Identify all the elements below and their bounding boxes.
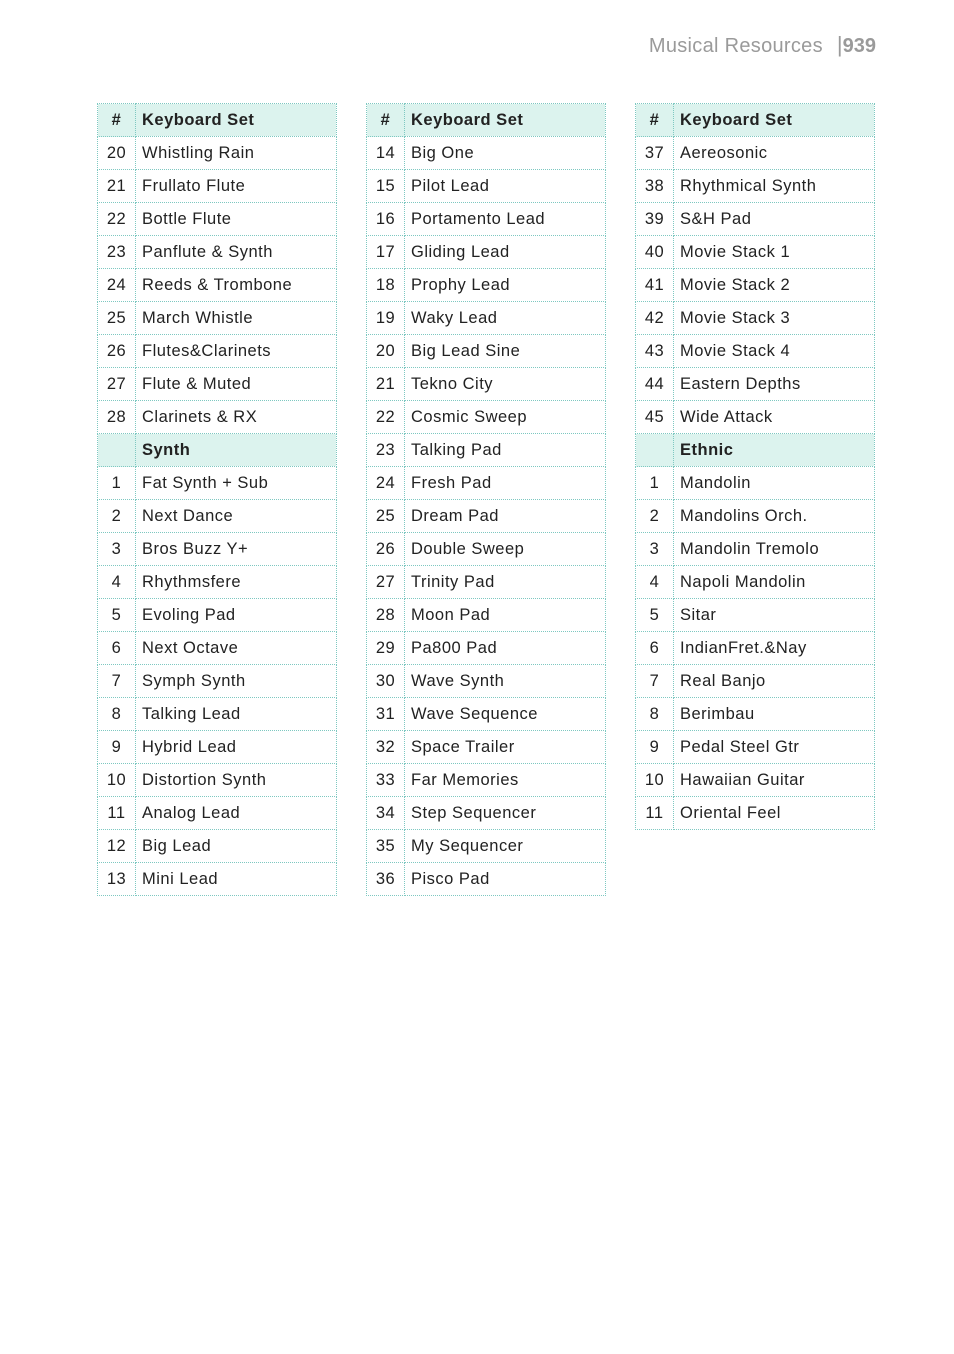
table-row <box>636 566 875 599</box>
set-number: 4 <box>636 566 674 599</box>
table-row <box>367 203 606 236</box>
table-row <box>636 137 875 170</box>
header-row <box>98 104 337 137</box>
set-number <box>636 434 674 467</box>
table-row <box>98 566 337 599</box>
set-number: 7 <box>98 665 136 698</box>
section-title: Musical Resources <box>648 35 823 57</box>
section-title: Ethnic <box>674 434 875 467</box>
set-number: 41 <box>636 269 674 302</box>
section-row <box>98 434 337 467</box>
table-row <box>367 500 606 533</box>
table-row <box>636 599 875 632</box>
set-number: 21 <box>367 368 405 401</box>
table-row <box>98 764 337 797</box>
table-row <box>98 863 337 896</box>
set-name: Sitar <box>674 599 875 632</box>
set-name: S&H Pad <box>674 203 875 236</box>
set-name: Movie Stack 1 <box>674 236 875 269</box>
set-number: 34 <box>367 797 405 830</box>
set-number: 9 <box>98 731 136 764</box>
table-row <box>98 599 337 632</box>
set-name: Mandolins Orch. <box>674 500 875 533</box>
table-row <box>367 797 606 830</box>
set-name: Wave Synth <box>405 665 606 698</box>
table-row <box>98 137 337 170</box>
set-number: 4 <box>98 566 136 599</box>
set-name: Bottle Flute <box>136 203 337 236</box>
table-row <box>636 335 875 368</box>
table-row <box>98 698 337 731</box>
table-row <box>367 401 606 434</box>
set-name: My Sequencer <box>405 830 606 863</box>
set-number: 9 <box>636 731 674 764</box>
table-row <box>98 731 337 764</box>
table-row <box>367 302 606 335</box>
set-name: Big Lead Sine <box>405 335 606 368</box>
table-row <box>98 467 337 500</box>
table-row <box>367 566 606 599</box>
set-number: 10 <box>636 764 674 797</box>
set-number: 25 <box>367 500 405 533</box>
set-number: 19 <box>367 302 405 335</box>
set-name: Pedal Steel Gtr <box>674 731 875 764</box>
set-number: 14 <box>367 137 405 170</box>
set-name: Evoling Pad <box>136 599 337 632</box>
set-name: Hybrid Lead <box>136 731 337 764</box>
table-row <box>98 401 337 434</box>
set-number: 16 <box>367 203 405 236</box>
set-number: 20 <box>98 137 136 170</box>
table-row <box>636 533 875 566</box>
set-number: 6 <box>636 632 674 665</box>
table-row <box>636 302 875 335</box>
set-name: Double Sweep <box>405 533 606 566</box>
table-row <box>367 269 606 302</box>
set-name: Next Octave <box>136 632 337 665</box>
set-name: Cosmic Sweep <box>405 401 606 434</box>
set-name: Eastern Depths <box>674 368 875 401</box>
set-number: 43 <box>636 335 674 368</box>
set-number: 27 <box>98 368 136 401</box>
set-number: 2 <box>636 500 674 533</box>
set-number: 24 <box>98 269 136 302</box>
table-row <box>636 731 875 764</box>
table-row <box>367 830 606 863</box>
keyboard-set-table-1 <box>97 103 337 896</box>
set-name: Oriental Feel <box>674 797 875 830</box>
set-number: 42 <box>636 302 674 335</box>
set-number: 27 <box>367 566 405 599</box>
set-number: 32 <box>367 731 405 764</box>
set-number: 11 <box>636 797 674 830</box>
set-name: Frullato Flute <box>136 170 337 203</box>
set-name: Prophy Lead <box>405 269 606 302</box>
set-name: Flutes&Clarinets <box>136 335 337 368</box>
set-number: 44 <box>636 368 674 401</box>
set-number: 31 <box>367 698 405 731</box>
set-number: 36 <box>367 863 405 896</box>
set-name: Big Lead <box>136 830 337 863</box>
set-number: 37 <box>636 137 674 170</box>
set-number: 30 <box>367 665 405 698</box>
set-name: Rhythmsfere <box>136 566 337 599</box>
set-name: Aereosonic <box>674 137 875 170</box>
set-name: March Whistle <box>136 302 337 335</box>
set-name: Whistling Rain <box>136 137 337 170</box>
set-name: Pilot Lead <box>405 170 606 203</box>
table-row <box>367 698 606 731</box>
table-row <box>98 797 337 830</box>
set-name: Moon Pad <box>405 599 606 632</box>
table-row <box>98 665 337 698</box>
set-number: 22 <box>98 203 136 236</box>
set-number: 23 <box>98 236 136 269</box>
table-row <box>98 830 337 863</box>
table-row <box>367 863 606 896</box>
set-number <box>98 434 136 467</box>
table-row <box>367 137 606 170</box>
table-row <box>98 302 337 335</box>
set-number: 3 <box>98 533 136 566</box>
set-number: 23 <box>367 434 405 467</box>
table-row <box>98 269 337 302</box>
set-name: Movie Stack 2 <box>674 269 875 302</box>
table-row <box>367 764 606 797</box>
set-number: 40 <box>636 236 674 269</box>
set-name: Movie Stack 4 <box>674 335 875 368</box>
set-number: 17 <box>367 236 405 269</box>
set-name: Rhythmical Synth <box>674 170 875 203</box>
set-name: Wide Attack <box>674 401 875 434</box>
set-number: 33 <box>367 764 405 797</box>
set-name: Trinity Pad <box>405 566 606 599</box>
column-header-number: # <box>367 104 405 137</box>
set-number: 1 <box>636 467 674 500</box>
set-number: 22 <box>367 401 405 434</box>
set-name: Distortion Synth <box>136 764 337 797</box>
set-name: Analog Lead <box>136 797 337 830</box>
set-name: Flute & Muted <box>136 368 337 401</box>
set-number: 26 <box>98 335 136 368</box>
page-number: 939 <box>842 35 876 57</box>
column-header-number: # <box>636 104 674 137</box>
header-separator: | <box>836 32 843 57</box>
table-row <box>98 335 337 368</box>
table-row <box>636 401 875 434</box>
table-row <box>636 698 875 731</box>
set-number: 11 <box>98 797 136 830</box>
keyboard-set-table-2 <box>366 103 606 896</box>
set-number: 28 <box>367 599 405 632</box>
set-name: Fresh Pad <box>405 467 606 500</box>
set-number: 12 <box>98 830 136 863</box>
set-number: 45 <box>636 401 674 434</box>
set-name: Talking Pad <box>405 434 606 467</box>
column-header-name: Keyboard Set <box>136 104 337 137</box>
set-number: 5 <box>98 599 136 632</box>
set-name: Far Memories <box>405 764 606 797</box>
set-number: 8 <box>636 698 674 731</box>
table-row <box>636 269 875 302</box>
table-row <box>636 203 875 236</box>
set-name: Mandolin <box>674 467 875 500</box>
table-row <box>98 203 337 236</box>
table-row <box>367 731 606 764</box>
set-name: Next Dance <box>136 500 337 533</box>
set-number: 8 <box>98 698 136 731</box>
table-row <box>636 368 875 401</box>
table-row <box>98 236 337 269</box>
table-row <box>636 764 875 797</box>
set-name: Pisco Pad <box>405 863 606 896</box>
set-name: Step Sequencer <box>405 797 606 830</box>
set-name: Panflute & Synth <box>136 236 337 269</box>
column-header-number: # <box>98 104 136 137</box>
keyboard-set-table-3 <box>635 103 875 830</box>
set-name: Symph Synth <box>136 665 337 698</box>
section-row <box>636 434 875 467</box>
set-number: 6 <box>98 632 136 665</box>
set-number: 5 <box>636 599 674 632</box>
set-number: 15 <box>367 170 405 203</box>
set-name: Reeds & Trombone <box>136 269 337 302</box>
set-name: Clarinets & RX <box>136 401 337 434</box>
table-row <box>98 368 337 401</box>
set-name: Dream Pad <box>405 500 606 533</box>
table-row <box>636 797 875 830</box>
set-name: Talking Lead <box>136 698 337 731</box>
set-number: 28 <box>98 401 136 434</box>
set-number: 2 <box>98 500 136 533</box>
set-name: Mandolin Tremolo <box>674 533 875 566</box>
column-header-name: Keyboard Set <box>405 104 606 137</box>
table-row <box>636 236 875 269</box>
set-number: 7 <box>636 665 674 698</box>
header-row <box>367 104 606 137</box>
set-name: Fat Synth + Sub <box>136 467 337 500</box>
set-number: 13 <box>98 863 136 896</box>
set-number: 26 <box>367 533 405 566</box>
set-number: 1 <box>98 467 136 500</box>
set-number: 18 <box>367 269 405 302</box>
table-row <box>636 170 875 203</box>
set-name: Mini Lead <box>136 863 337 896</box>
set-name: Pa800 Pad <box>405 632 606 665</box>
set-name: Big One <box>405 137 606 170</box>
page-header <box>649 32 876 58</box>
set-name: Waky Lead <box>405 302 606 335</box>
set-name: Gliding Lead <box>405 236 606 269</box>
set-name: Movie Stack 3 <box>674 302 875 335</box>
table-row <box>98 170 337 203</box>
set-name: Wave Sequence <box>405 698 606 731</box>
table-row <box>367 599 606 632</box>
table-row <box>98 500 337 533</box>
set-number: 10 <box>98 764 136 797</box>
set-number: 3 <box>636 533 674 566</box>
set-name: IndianFret.&Nay <box>674 632 875 665</box>
set-name: Real Banjo <box>674 665 875 698</box>
set-number: 24 <box>367 467 405 500</box>
column-header-name: Keyboard Set <box>674 104 875 137</box>
set-number: 29 <box>367 632 405 665</box>
table-row <box>367 632 606 665</box>
set-name: Hawaiian Guitar <box>674 764 875 797</box>
set-number: 20 <box>367 335 405 368</box>
set-number: 35 <box>367 830 405 863</box>
set-name: Berimbau <box>674 698 875 731</box>
table-row <box>367 368 606 401</box>
table-row <box>367 236 606 269</box>
set-number: 25 <box>98 302 136 335</box>
table-row <box>636 500 875 533</box>
table-row <box>367 533 606 566</box>
table-row <box>367 335 606 368</box>
set-name: Portamento Lead <box>405 203 606 236</box>
set-number: 39 <box>636 203 674 236</box>
set-number: 21 <box>98 170 136 203</box>
set-name: Tekno City <box>405 368 606 401</box>
set-number: 38 <box>636 170 674 203</box>
table-row <box>367 170 606 203</box>
set-name: Bros Buzz Y+ <box>136 533 337 566</box>
table-row <box>636 632 875 665</box>
table-row <box>98 632 337 665</box>
table-row <box>367 434 606 467</box>
table-row <box>367 467 606 500</box>
set-name: Space Trailer <box>405 731 606 764</box>
table-row <box>636 467 875 500</box>
section-title: Synth <box>136 434 337 467</box>
table-row <box>98 533 337 566</box>
header-row <box>636 104 875 137</box>
table-row <box>367 665 606 698</box>
table-row <box>636 665 875 698</box>
set-name: Napoli Mandolin <box>674 566 875 599</box>
